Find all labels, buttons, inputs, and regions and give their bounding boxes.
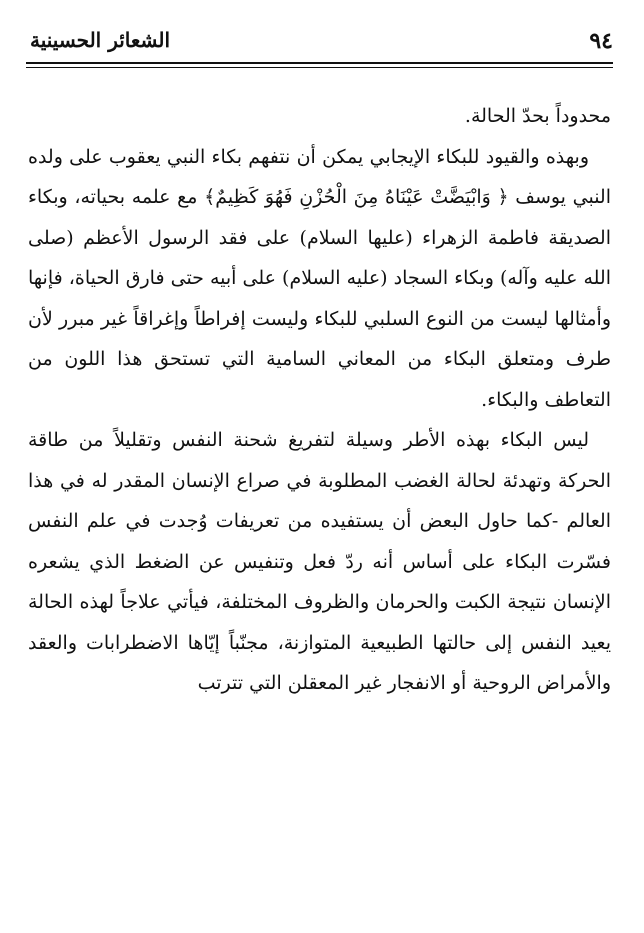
page-number: ٩٤	[589, 28, 613, 54]
paragraph-2: وبهذه والقيود للبكاء الإيجابي يمكن أن نتفهم بكاء النبي يعقوب على ولده النبي يوسف ﴿ وَابْيَضَّتْ عَيْنَاهُ مِنَ الْحُزْنِ فَهُوَ كَظِيمٌ﴾ مع علمه بحياته، وبكاء الصديقة فاطمة الزهراء (عليها السلام) على فقد الرسول الأعظم (صلى الله عليه وآله) وبكاء السجاد (عليه السلام) على أبيه حتى فارق الحياة، فإنها وأمثالها ليست من النوع السلبي للبكاء وليست إفراطاً وإغراقاً غير مبرر لأن طرف ومتعلق البكاء من المعاني السامية التي تستحق هذا اللون من التعاطف والبكاء.	[28, 145, 611, 411]
header-rule-thick	[26, 62, 613, 64]
running-title: الشعائر الحسينية	[30, 28, 171, 52]
body-text	[28, 96, 611, 704]
paragraph-1: محدوداً بحدّ الحالة.	[464, 105, 611, 127]
header-rule-thin	[26, 67, 613, 68]
paragraph-3: ليس البكاء بهذه الأطر وسيلة لتفريغ شحنة النفس وتقليلاً من طاقة الحركة وتهدئة لحالة الغضب المطلوبة في صراع الإنسان المقدر له في هذا العالم -كما حاول البعض أن يستفيده من تعريفات وُجدت في علم النفس فسّرت البكاء على أساس أنه ردّ فعل وتنفيس عن الضغط الذي يشعره الإنسان نتيجة الكبت والحرمان والظروف المختلفة، فيأتي علاجاً لهذه الحالة يعيد النفس إلى حالتها الطبيعية المتوازنة، مجنّباً إيّاها الاضطرابات والعقد والأمراض الروحية أو الانفجار غير المعقلن التي تترتب	[28, 429, 611, 694]
page-header	[26, 26, 613, 60]
